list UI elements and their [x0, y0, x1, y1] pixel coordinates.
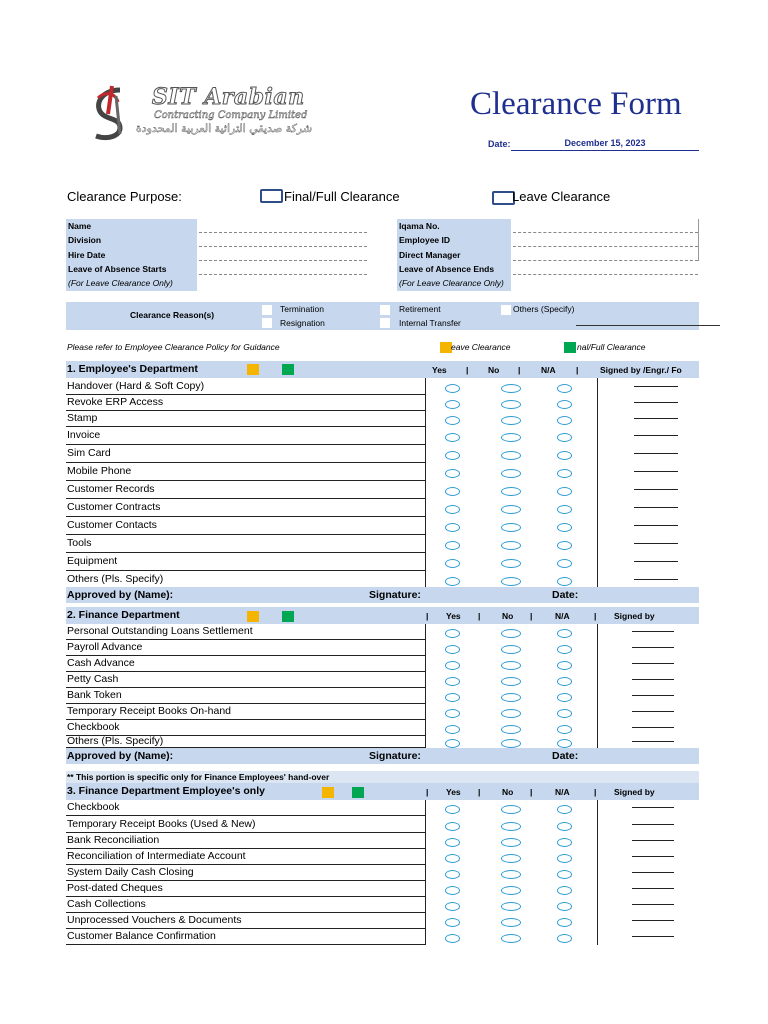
leave-end-field[interactable] [513, 274, 698, 275]
section2-signature-line-6[interactable] [632, 727, 674, 728]
section2-yes-radio-7[interactable] [445, 739, 460, 748]
employee-info-left-labels [66, 219, 197, 291]
section2-signature-line-5[interactable] [632, 711, 674, 712]
section3-item-6: Cash Collections [66, 897, 426, 913]
section3-no-radio-3[interactable] [501, 854, 521, 863]
section3-signature-line-6[interactable] [632, 904, 674, 905]
section1-no-radio-11[interactable] [501, 577, 521, 586]
employee-info-right-labels [397, 219, 511, 291]
section3-signature-line-1[interactable] [632, 824, 674, 825]
section2-no-radio-4[interactable] [501, 693, 521, 702]
section2-item-7: Others (Pls. Specify) [66, 736, 426, 748]
section1-na-radio-6[interactable] [557, 487, 572, 496]
termination-checkbox[interactable] [262, 305, 272, 315]
section2-col-yes: Yes [446, 611, 461, 621]
section3-signature-line-3[interactable] [632, 856, 674, 857]
company-name-ar: شركة صديقي التراثية العربية المحدودة [136, 122, 313, 135]
section2-na-radio-2[interactable] [557, 661, 572, 670]
section1-yes-radio-8[interactable] [445, 523, 460, 532]
section3-col-sep-2: | [478, 787, 481, 797]
section3-yes-radio-3[interactable] [445, 854, 460, 863]
section1-approval-bar [66, 587, 699, 603]
section2-yes-radio-1[interactable] [445, 645, 460, 654]
section1-no-radio-9[interactable] [501, 541, 521, 550]
clearance-reasons-label: Clearance Reason(s) [130, 310, 215, 320]
section3-signature-line-5[interactable] [632, 888, 674, 889]
section3-divider [425, 800, 426, 945]
section2-no-radio-7[interactable] [501, 739, 521, 748]
section2-no-radio-5[interactable] [501, 709, 521, 718]
final-clearance-label: Final/Full Clearance [284, 189, 400, 204]
section2-na-radio-7[interactable] [557, 739, 572, 748]
section1-signature-line-4[interactable] [634, 453, 678, 454]
section3-yes-radio-4[interactable] [445, 870, 460, 879]
section3-no-radio-8[interactable] [501, 934, 521, 943]
section2-na-radio-3[interactable] [557, 677, 572, 686]
section3-signature-line-7[interactable] [632, 920, 674, 921]
section1-col-sep-2: | [518, 365, 521, 375]
section2-approved-by: Approved by (Name): [67, 750, 174, 762]
section1-col-signed: Signed by /Engr./ Fo [600, 365, 682, 375]
section2-no-radio-3[interactable] [501, 677, 521, 686]
section1-date: Date: [552, 589, 579, 601]
final-clearance-checkbox[interactable] [260, 189, 283, 203]
section1-signature-line-0[interactable] [634, 386, 678, 387]
section1-item-9: Tools [66, 535, 426, 553]
section3-na-radio-8[interactable] [557, 934, 572, 943]
form-title: Clearance Form [470, 86, 682, 122]
section3-no-radio-0[interactable] [501, 805, 521, 814]
section2-col-sep-4: | [594, 611, 597, 621]
section3-no-radio-6[interactable] [501, 902, 521, 911]
section2-item-6: Checkbook [66, 720, 426, 736]
section1-no-radio-8[interactable] [501, 523, 521, 532]
section1-item-8: Customer Contacts [66, 517, 426, 535]
section1-item-7: Customer Contracts [66, 499, 426, 517]
division-field[interactable] [199, 246, 367, 247]
section1-item-2: Stamp [66, 411, 426, 427]
section3-col-na: N/A [555, 787, 570, 797]
section2-col-sep-1: | [426, 611, 429, 621]
section1-yes-radio-10[interactable] [445, 559, 460, 568]
section3-col-sep-3: | [530, 787, 533, 797]
section3-na-radio-7[interactable] [557, 918, 572, 927]
section3-title: 3. Finance Department Employee's only [67, 785, 265, 797]
division-label: Division [68, 235, 102, 246]
section1-signature: Signature: [369, 589, 421, 601]
section3-yes-radio-2[interactable] [445, 838, 460, 847]
company-logo [90, 84, 335, 144]
section1-yes-radio-0[interactable] [445, 384, 460, 393]
resignation-label: Resignation [280, 318, 325, 328]
section1-yes-radio-1[interactable] [445, 400, 460, 409]
section1-item-4: Sim Card [66, 445, 426, 463]
section1-item-1: Revoke ERP Access [66, 395, 426, 411]
employee-id-label: Employee ID [399, 235, 451, 246]
section3-yes-radio-7[interactable] [445, 918, 460, 927]
others-specify-field[interactable] [576, 325, 720, 326]
name-label: Name [68, 221, 92, 231]
legend-final: nal/Full Clearance [577, 342, 646, 352]
section1-yes-radio-7[interactable] [445, 505, 460, 514]
section3-signed-divider [597, 800, 598, 945]
section3-col-signed: Signed by [614, 787, 655, 797]
finance-employee-note: ** This portion is specific only for Finance Employees' hand-over [66, 771, 699, 784]
section1-yes-radio-6[interactable] [445, 487, 460, 496]
section3-final-swatch [352, 787, 364, 798]
section3-na-radio-0[interactable] [557, 805, 572, 814]
section1-item-6: Customer Records [66, 481, 426, 499]
date-field[interactable]: December 15, 2023 [511, 138, 699, 151]
section2-no-radio-6[interactable] [501, 725, 521, 734]
section1-signature-line-10[interactable] [634, 561, 678, 562]
section3-na-radio-2[interactable] [557, 838, 572, 847]
section3-yes-radio-1[interactable] [445, 822, 460, 831]
section1-col-sep-3: | [576, 365, 579, 375]
section3-yes-radio-6[interactable] [445, 902, 460, 911]
section3-no-radio-2[interactable] [501, 838, 521, 847]
termination-label: Termination [280, 304, 324, 314]
section1-col-no: No [488, 365, 500, 375]
section3-leave-swatch [322, 787, 334, 798]
section1-col-yes: Yes [432, 365, 447, 375]
section2-na-radio-5[interactable] [557, 709, 572, 718]
section2-col-sep-2: | [478, 611, 481, 621]
section1-na-radio-9[interactable] [557, 541, 572, 550]
leave-clearance-label: Leave Clearance [512, 189, 611, 204]
section3-item-2: Bank Reconciliation [66, 833, 426, 849]
section3-item-8: Customer Balance Confirmation [66, 929, 426, 945]
section3-no-radio-7[interactable] [501, 918, 521, 927]
section3-col-sep-1: | [426, 787, 429, 797]
section1-no-radio-3[interactable] [501, 433, 521, 442]
section1-yes-radio-4[interactable] [445, 451, 460, 460]
section3-signature-line-8[interactable] [632, 936, 674, 937]
section2-item-2: Cash Advance [66, 656, 426, 672]
section3-na-radio-4[interactable] [557, 870, 572, 879]
section1-header [66, 361, 699, 378]
section1-signature-line-3[interactable] [634, 435, 678, 436]
section1-final-swatch [282, 364, 294, 375]
section1-no-radio-7[interactable] [501, 505, 521, 514]
leave-end-note: (For Leave Clearance Only) [399, 278, 504, 289]
section1-no-radio-6[interactable] [501, 487, 521, 496]
company-subtitle-en: Contracting Company Limited [154, 110, 308, 121]
section2-yes-radio-2[interactable] [445, 661, 460, 670]
section1-yes-radio-2[interactable] [445, 416, 460, 425]
section2-col-sep-3: | [530, 611, 533, 621]
section3-signature-line-0[interactable] [632, 807, 674, 808]
section3-no-radio-5[interactable] [501, 886, 521, 895]
section2-na-radio-0[interactable] [557, 629, 572, 638]
section1-col-sep-1: | [466, 365, 469, 375]
section2-signature-line-7[interactable] [632, 741, 674, 742]
section2-final-swatch [282, 611, 294, 622]
section1-signature-line-2[interactable] [634, 418, 678, 419]
internal-transfer-label: Internal Transfer [399, 318, 461, 328]
section2-date: Date: [552, 750, 579, 762]
section2-signature-line-3[interactable] [632, 679, 674, 680]
section1-no-radio-5[interactable] [501, 469, 521, 478]
section2-na-radio-4[interactable] [557, 693, 572, 702]
section2-item-4: Bank Token [66, 688, 426, 704]
section2-signature-line-0[interactable] [632, 631, 674, 632]
resignation-checkbox[interactable] [262, 318, 272, 328]
section1-item-10: Equipment [66, 553, 426, 571]
section1-item-3: Invoice [66, 427, 426, 445]
section1-no-radio-0[interactable] [501, 384, 521, 393]
section2-item-5: Temporary Receipt Books On-hand [66, 704, 426, 720]
section1-signature-line-11[interactable] [634, 579, 678, 580]
info-right-border [698, 219, 699, 261]
section3-item-1: Temporary Receipt Books (Used & New) [66, 816, 426, 833]
clearance-purpose-label: Clearance Purpose: [67, 189, 182, 204]
section3-yes-radio-0[interactable] [445, 805, 460, 814]
final-clearance-swatch [564, 342, 576, 353]
date-label: Date: [488, 139, 511, 149]
section1-signature-line-9[interactable] [634, 543, 678, 544]
company-logo-icon [90, 84, 134, 142]
section1-na-radio-1[interactable] [557, 400, 572, 409]
section1-leave-swatch [247, 364, 259, 375]
section2-header [66, 607, 699, 624]
leave-start-label: Leave of Absence Starts [68, 263, 167, 274]
section1-yes-radio-5[interactable] [445, 469, 460, 478]
section3-na-radio-3[interactable] [557, 854, 572, 863]
section1-item-0: Handover (Hard & Soft Copy) [66, 378, 426, 395]
section3-no-radio-1[interactable] [501, 822, 521, 831]
section1-item-5: Mobile Phone [66, 463, 426, 481]
section1-signature-line-8[interactable] [634, 525, 678, 526]
leave-start-note: (For Leave Clearance Only) [68, 278, 173, 289]
section3-item-3: Reconciliation of Intermediate Account [66, 849, 426, 865]
section1-na-radio-8[interactable] [557, 523, 572, 532]
section2-approval-bar [66, 748, 699, 764]
section2-item-3: Petty Cash [66, 672, 426, 688]
section2-col-na: N/A [555, 611, 570, 621]
section1-no-radio-4[interactable] [501, 451, 521, 460]
section2-item-1: Payroll Advance [66, 640, 426, 656]
section3-header [66, 783, 699, 800]
employee-id-field[interactable] [513, 246, 698, 247]
section3-item-5: Post-dated Cheques [66, 881, 426, 897]
section2-yes-radio-5[interactable] [445, 709, 460, 718]
section1-na-radio-10[interactable] [557, 559, 572, 568]
section2-na-radio-1[interactable] [557, 645, 572, 654]
section3-signature-line-2[interactable] [632, 840, 674, 841]
section2-title: 2. Finance Department [67, 609, 180, 621]
section1-divider [425, 378, 426, 587]
section2-no-radio-1[interactable] [501, 645, 521, 654]
section1-na-radio-2[interactable] [557, 416, 572, 425]
section3-signature-line-4[interactable] [632, 872, 674, 873]
section1-signature-line-7[interactable] [634, 507, 678, 508]
section3-yes-radio-8[interactable] [445, 934, 460, 943]
section2-signature: Signature: [369, 750, 421, 762]
iqama-label: Iqama No. [399, 221, 440, 231]
section3-no-radio-4[interactable] [501, 870, 521, 879]
retirement-checkbox[interactable] [380, 305, 390, 315]
section1-signature-line-1[interactable] [634, 402, 678, 403]
legend-leave: eave Clearance [451, 342, 511, 352]
policy-note: Please refer to Employee Clearance Policy for Guidance [67, 342, 280, 352]
direct-manager-field[interactable] [513, 260, 698, 261]
iqama-field[interactable] [513, 232, 698, 233]
company-name-en: SIT Arabian [152, 84, 305, 110]
section2-col-no: No [502, 611, 514, 621]
section3-na-radio-1[interactable] [557, 822, 572, 831]
section2-signature-line-2[interactable] [632, 663, 674, 664]
section1-na-radio-4[interactable] [557, 451, 572, 460]
section1-approved-by: Approved by (Name): [67, 589, 174, 601]
section2-na-radio-6[interactable] [557, 725, 572, 734]
section1-no-radio-10[interactable] [501, 559, 521, 568]
section3-col-sep-4: | [594, 787, 597, 797]
section3-item-0: Checkbook [66, 800, 426, 816]
section1-col-na: N/A [541, 365, 556, 375]
section2-leave-swatch [247, 611, 259, 622]
section1-na-radio-7[interactable] [557, 505, 572, 514]
section2-col-signed: Signed by [614, 611, 655, 621]
section3-col-no: No [502, 787, 514, 797]
section2-no-radio-2[interactable] [501, 661, 521, 670]
section2-yes-radio-6[interactable] [445, 725, 460, 734]
section3-yes-radio-5[interactable] [445, 886, 460, 895]
leave-start-field[interactable] [199, 274, 367, 275]
section1-yes-radio-11[interactable] [445, 577, 460, 586]
section1-item-11: Others (Pls. Specify) [66, 571, 426, 588]
section3-item-4: System Daily Cash Closing [66, 865, 426, 881]
hire-date-field[interactable] [199, 260, 367, 261]
section2-yes-radio-0[interactable] [445, 629, 460, 638]
section1-na-radio-11[interactable] [557, 577, 572, 586]
section3-na-radio-6[interactable] [557, 902, 572, 911]
section2-yes-radio-4[interactable] [445, 693, 460, 702]
leave-end-label: Leave of Absence Ends [399, 263, 495, 274]
name-field[interactable] [199, 232, 367, 233]
section1-na-radio-5[interactable] [557, 469, 572, 478]
section1-na-radio-0[interactable] [557, 384, 572, 393]
section1-signature-line-5[interactable] [634, 471, 678, 472]
retirement-label: Retirement [399, 304, 441, 314]
internal-transfer-checkbox[interactable] [380, 318, 390, 328]
section3-col-yes: Yes [446, 787, 461, 797]
section2-item-0: Personal Outstanding Loans Settlement [66, 624, 426, 640]
section2-divider [425, 624, 426, 748]
section3-item-7: Unprocessed Vouchers & Documents [66, 913, 426, 929]
direct-manager-label: Direct Manager [399, 249, 461, 260]
others-checkbox[interactable] [501, 305, 511, 315]
hire-date-label: Hire Date [68, 249, 106, 260]
section1-title: 1. Employee's Department [67, 363, 198, 375]
section1-no-radio-1[interactable] [501, 400, 521, 409]
section1-signature-line-6[interactable] [634, 489, 678, 490]
section1-signed-divider [597, 378, 598, 587]
clearance-reasons-bar [66, 302, 699, 330]
section3-na-radio-5[interactable] [557, 886, 572, 895]
section2-no-radio-0[interactable] [501, 629, 521, 638]
section1-yes-radio-9[interactable] [445, 541, 460, 550]
section1-yes-radio-3[interactable] [445, 433, 460, 442]
section2-signature-line-4[interactable] [632, 695, 674, 696]
others-label: Others (Specify) [513, 304, 575, 314]
section2-signature-line-1[interactable] [632, 647, 674, 648]
section2-signed-divider [597, 624, 598, 748]
section2-yes-radio-3[interactable] [445, 677, 460, 686]
section1-no-radio-2[interactable] [501, 416, 521, 425]
section1-na-radio-3[interactable] [557, 433, 572, 442]
